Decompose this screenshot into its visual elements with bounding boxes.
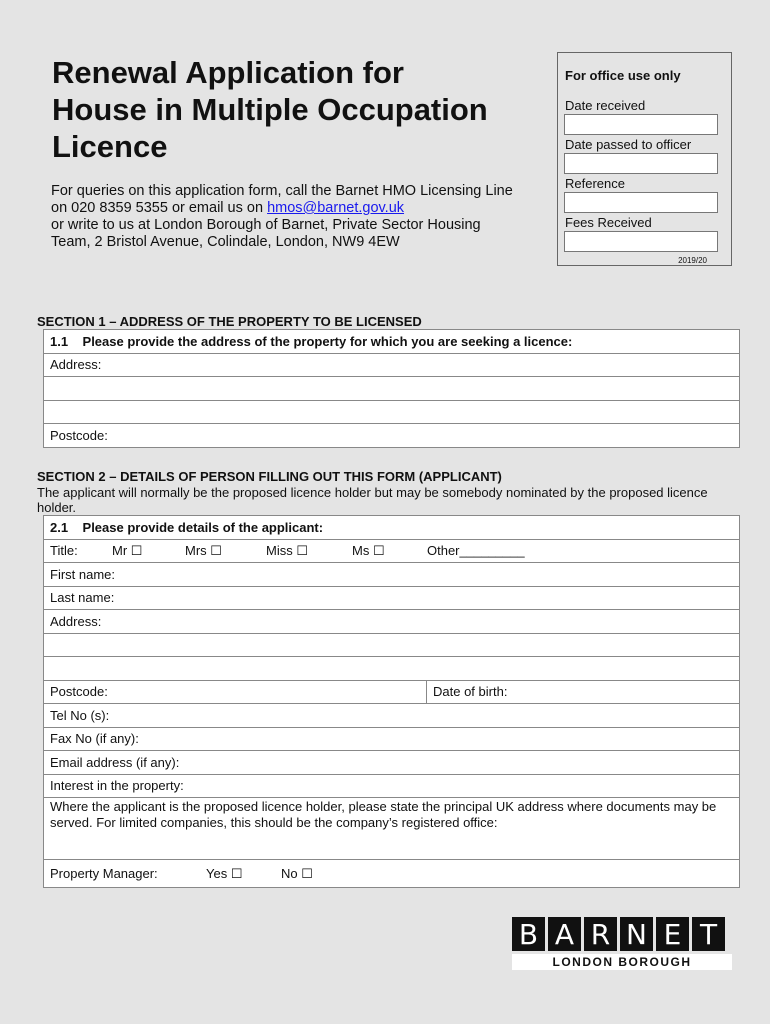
first-name-field[interactable] xyxy=(44,563,740,587)
fax-field[interactable] xyxy=(44,727,740,751)
date-of-birth-field[interactable] xyxy=(427,680,740,704)
first-name-label: First name: xyxy=(50,566,116,582)
tel-field[interactable] xyxy=(44,704,740,728)
logo-letter: R xyxy=(584,917,617,951)
logo-subtitle: LONDON BOROUGH xyxy=(512,954,732,970)
intro-line: For queries on this application form, call the Barnet HMO Licensing Line xyxy=(51,183,513,199)
fax-label: Fax No (if any): xyxy=(50,731,139,747)
applicant-address-label: Address: xyxy=(50,613,102,629)
office-use-heading: For office use only xyxy=(565,68,681,83)
title-label: Title: xyxy=(50,542,78,558)
section2-note: The applicant will normally be the proposed licence holder but may be somebody nominated by the proposed licence holder. xyxy=(37,485,708,515)
applicant-address-line-3[interactable] xyxy=(44,657,740,681)
logo-letter: B xyxy=(512,917,545,951)
title-line: House in Multiple Occupation xyxy=(52,92,488,127)
form-title xyxy=(52,54,552,165)
interest-label: Interest in the property: xyxy=(50,778,184,794)
last-name-label: Last name: xyxy=(50,590,115,606)
applicant-address-line-2[interactable] xyxy=(44,633,740,657)
question-2-1-text: 2.1 Please provide details of the applicant: xyxy=(50,519,324,535)
title-option-miss[interactable]: Miss ☐ xyxy=(266,542,308,558)
section1-heading: SECTION 1 – ADDRESS OF THE PROPERTY TO BE LICENSED xyxy=(37,314,422,329)
intro-line: Team, 2 Bristol Avenue, Colindale, London, NW9 4EW xyxy=(51,234,400,250)
email-label: Email address (if any): xyxy=(50,754,180,770)
intro-text xyxy=(51,183,561,251)
intro-line xyxy=(51,200,561,217)
title-line: Renewal Application for xyxy=(52,55,404,90)
service-address-field[interactable] xyxy=(44,798,740,860)
question-1-1 xyxy=(44,330,740,354)
property-manager-row xyxy=(44,860,740,888)
applicant-postcode-field[interactable] xyxy=(44,680,427,704)
office-use-box xyxy=(557,52,732,266)
title-line: Licence xyxy=(52,129,168,164)
section2-table xyxy=(43,515,740,888)
logo-letter: E xyxy=(656,917,689,951)
date-received-field[interactable] xyxy=(564,114,718,135)
property-address-line-3[interactable] xyxy=(44,400,740,424)
applicant-postcode-label: Postcode: xyxy=(50,684,108,700)
section2-heading: SECTION 2 – DETAILS OF PERSON FILLING OUT THIS FORM (APPLICANT) xyxy=(37,469,502,484)
date-of-birth-label: Date of birth: xyxy=(433,684,508,700)
title-option-ms[interactable]: Ms ☐ xyxy=(352,542,385,558)
title-option-mr[interactable]: Mr ☐ xyxy=(112,542,143,558)
logo-letter: A xyxy=(548,917,581,951)
fees-received-label: Fees Received xyxy=(565,215,652,230)
date-received-label: Date received xyxy=(565,98,646,113)
property-postcode-field[interactable] xyxy=(44,424,740,448)
date-passed-field[interactable] xyxy=(564,153,718,174)
intro-line: or write to us at London Borough of Barnet, Private Sector Housing xyxy=(51,217,481,233)
tel-label: Tel No (s): xyxy=(50,707,110,723)
intro-line-prefix: on 020 8359 5355 or email us on xyxy=(51,200,268,216)
title-row xyxy=(44,539,740,563)
date-passed-label: Date passed to officer xyxy=(565,137,692,152)
property-manager-yes[interactable]: Yes ☐ xyxy=(206,865,243,881)
last-name-field[interactable] xyxy=(44,586,740,610)
email-link[interactable]: hmos@barnet.gov.uk xyxy=(267,200,405,216)
form-year: 2019/20 xyxy=(678,256,707,265)
address-label: Address: xyxy=(50,357,102,373)
email-field[interactable] xyxy=(44,751,740,775)
property-address-line-2[interactable] xyxy=(44,377,740,401)
logo-letters xyxy=(512,917,732,951)
title-option-mrs[interactable]: Mrs ☐ xyxy=(185,542,222,558)
postcode-label: Postcode: xyxy=(50,427,108,443)
reference-field[interactable] xyxy=(564,192,718,213)
logo-letter: N xyxy=(620,917,653,951)
question-1-1-text: 1.1 Please provide the address of the property for which you are seeking a licence: xyxy=(50,333,573,349)
title-option-other[interactable]: Other_________ xyxy=(427,542,525,558)
property-manager-no[interactable]: No ☐ xyxy=(281,865,313,881)
section1-table xyxy=(43,329,740,448)
interest-field[interactable] xyxy=(44,774,740,798)
fees-received-field[interactable] xyxy=(564,231,718,252)
reference-label: Reference xyxy=(565,176,625,191)
logo-letter: T xyxy=(692,917,725,951)
property-manager-label: Property Manager: xyxy=(50,865,158,881)
question-2-1 xyxy=(44,516,740,540)
barnet-logo xyxy=(512,917,732,972)
service-address-label: Where the applicant is the proposed licence holder, please state the principal UK address where documents may be served. For limited companies, this should be the company’s registered office: xyxy=(50,799,717,830)
applicant-address-field[interactable] xyxy=(44,610,740,634)
property-address-field[interactable] xyxy=(44,353,740,377)
